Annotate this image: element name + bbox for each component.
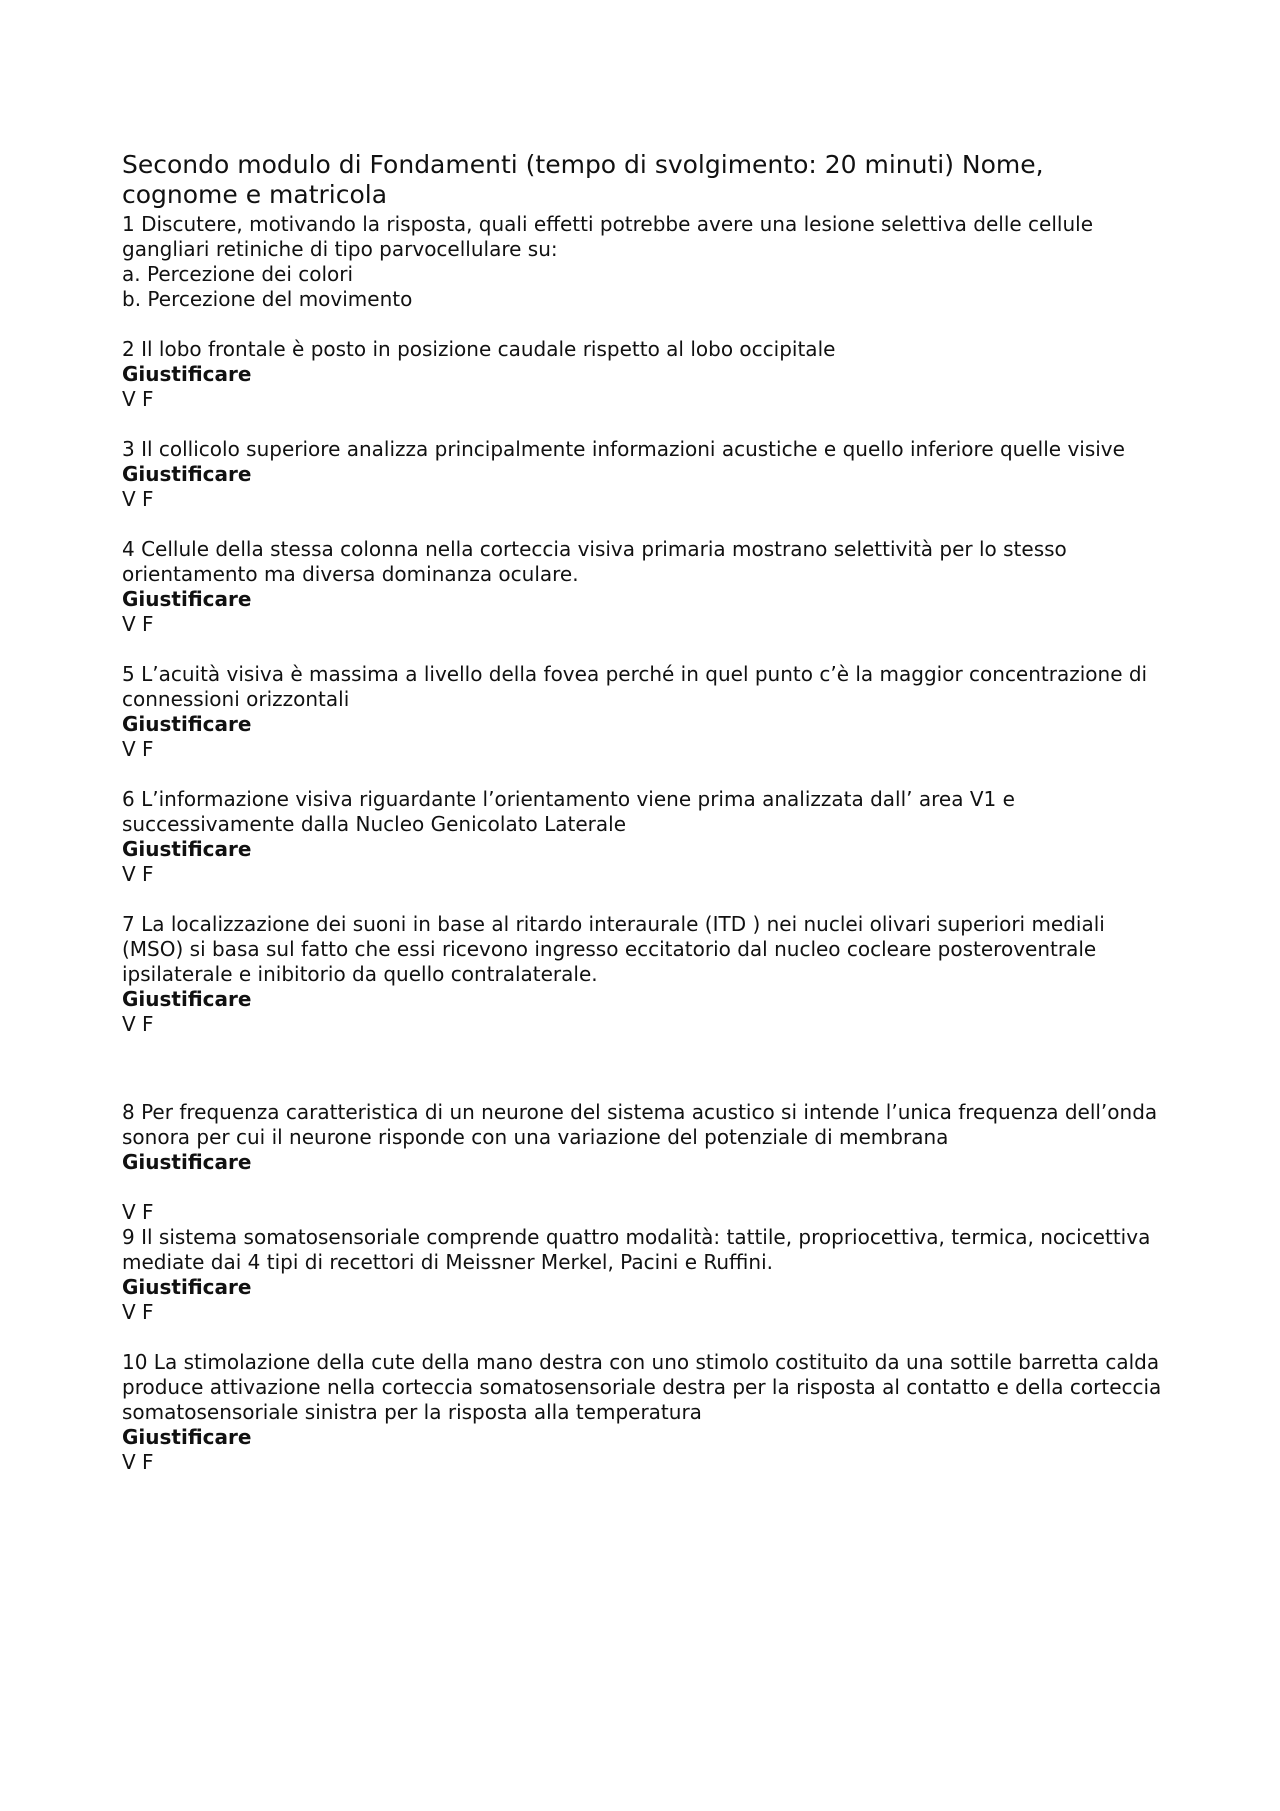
question-7-justify-label: Giustificare: [122, 987, 252, 1011]
spacer: [122, 887, 1162, 912]
spacer: [122, 1325, 1162, 1350]
spacer: [122, 1037, 1162, 1100]
question-1-text: 1 Discutere, motivando la risposta, quali effetti potrebbe avere una lesione selettiva delle cellule gangliari retiniche di tipo parvocellulare su:: [122, 212, 1094, 261]
spacer: [122, 1175, 1162, 1200]
question-9-justify-label: Giustificare: [122, 1275, 252, 1299]
question-7-true-false: V F: [122, 1012, 154, 1036]
question-4-true-false: V F: [122, 612, 154, 636]
question-8-true-false: V F: [122, 1200, 154, 1224]
spacer: [122, 762, 1162, 787]
question-8-text: 8 Per frequenza caratteristica di un neurone del sistema acustico si intende l’unica frequenza dell’onda sonora per cui il neurone risponde con una variazione del potenziale di membrana: [122, 1100, 1158, 1149]
spacer: [122, 312, 1162, 337]
question-2-justify-label: Giustificare: [122, 362, 252, 386]
question-2-text: 2 Il lobo frontale è posto in posizione caudale rispetto al lobo occipitale: [122, 337, 836, 361]
question-9-true-false: V F: [122, 1300, 154, 1324]
document-title: Secondo modulo di Fondamenti (tempo di svolgimento: 20 minuti) Nome, cognome e matricola: [122, 150, 1044, 209]
question-3-true-false: V F: [122, 487, 154, 511]
question-10-text: 10 La stimolazione della cute della mano destra con uno stimolo costituito da una sottile barretta calda produce attivazione nella corteccia somatosensoriale destra per la risposta al contatto e della corteccia somatosensoriale sinistra per la risposta alla temperatura: [122, 1350, 1162, 1424]
question-3-text: 3 Il collicolo superiore analizza principalmente informazioni acustiche e quello inferiore quelle visive: [122, 437, 1125, 461]
question-6-justify-label: Giustificare: [122, 837, 252, 861]
question-1-option-b: b. Percezione del movimento: [122, 287, 413, 311]
question-3-justify-label: Giustificare: [122, 462, 252, 486]
question-6-text: 6 L’informazione visiva riguardante l’orientamento viene prima analizzata dall’ area V1 e successivamente dalla Nucleo Genicolato Laterale: [122, 787, 1015, 836]
question-4-justify-label: Giustificare: [122, 587, 252, 611]
question-10-true-false: V F: [122, 1450, 154, 1474]
question-9-text: 9 Il sistema somatosensoriale comprende quattro modalità: tattile, propriocettiva, termica, nocicettiva mediate dai 4 tipi di recettori di Meissner Merkel, Pacini e Ruffini.: [122, 1225, 1151, 1274]
question-5-justify-label: Giustificare: [122, 712, 252, 736]
question-5-text: 5 L’acuità visiva è massima a livello della fovea perché in quel punto c’è la maggior concentrazione di connessioni orizzontali: [122, 662, 1148, 711]
question-10-justify-label: Giustificare: [122, 1425, 252, 1449]
document-page: [122, 150, 1162, 1475]
question-8-justify-label: Giustificare: [122, 1150, 252, 1174]
question-4-text: 4 Cellule della stessa colonna nella corteccia visiva primaria mostrano selettività per lo stesso orientamento ma diversa dominanza oculare.: [122, 537, 1067, 586]
question-7-text: 7 La localizzazione dei suoni in base al ritardo interaurale (ITD ) nei nuclei olivari superiori mediali (MSO) si basa sul fatto che essi ricevono ingresso eccitatorio dal nucleo cocleare posteroventrale ipsilaterale e inibitorio da quello contralaterale.: [122, 912, 1105, 986]
question-1-option-a: a. Percezione dei colori: [122, 262, 354, 286]
spacer: [122, 637, 1162, 662]
spacer: [122, 512, 1162, 537]
question-6-true-false: V F: [122, 862, 154, 886]
question-5-true-false: V F: [122, 737, 154, 761]
spacer: [122, 412, 1162, 437]
question-2-true-false: V F: [122, 387, 154, 411]
